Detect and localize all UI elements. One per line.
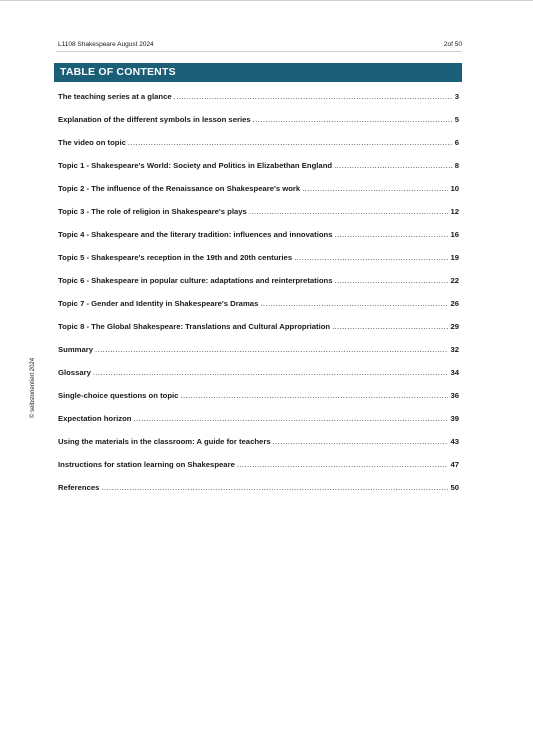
- toc-dot-leader: [253, 115, 453, 124]
- toc-entry[interactable]: [58, 391, 459, 414]
- toc-dot-leader: [95, 345, 448, 354]
- toc-entry-title: Summary: [58, 345, 94, 354]
- toc-entry-title: References: [58, 483, 100, 492]
- toc-entry-title: Topic 3 - The role of religion in Shakespeare's plays: [58, 207, 247, 216]
- toc-entry-title: The video on topic: [58, 138, 126, 147]
- toc-entry[interactable]: [58, 92, 459, 115]
- toc-entry-title: Instructions for station learning on Shakespeare: [58, 460, 235, 469]
- toc-entry-title: Expectation horizon: [58, 414, 132, 423]
- toc-entry[interactable]: [58, 138, 459, 161]
- toc-entry-page: 5: [454, 115, 459, 124]
- toc-entry-page: 39: [450, 414, 459, 423]
- toc-entry[interactable]: [58, 276, 459, 299]
- toc-entry-page: 36: [450, 391, 459, 400]
- toc-entry[interactable]: [58, 115, 459, 138]
- toc-entry[interactable]: [58, 414, 459, 437]
- toc-entry[interactable]: [58, 207, 459, 230]
- toc-dot-leader: [93, 368, 449, 377]
- toc-dot-leader: [294, 253, 448, 262]
- toc-entry-title: Topic 7 - Gender and Identity in Shakespeare's Dramas: [58, 299, 259, 308]
- toc-entry-page: 43: [450, 437, 459, 446]
- toc-entry-page: 26: [450, 299, 459, 308]
- toc-entry[interactable]: [58, 345, 459, 368]
- toc-entry-page: 12: [450, 207, 459, 216]
- toc-entry-page: 34: [450, 368, 459, 377]
- toc-entry-page: 50: [450, 483, 459, 492]
- toc-entry-page: 22: [450, 276, 459, 285]
- toc-entry[interactable]: [58, 460, 459, 483]
- toc-dot-leader: [260, 299, 448, 308]
- copyright-note: © selbstorientiert 2024: [30, 357, 36, 418]
- toc-entry[interactable]: [58, 230, 459, 253]
- toc-entry-title: Topic 1 - Shakespeare's World: Society and Politics in Elizabethan England: [58, 161, 333, 170]
- toc-entry[interactable]: [58, 184, 459, 207]
- toc-entry-page: 6: [454, 138, 459, 147]
- toc-entry-page: 8: [454, 161, 459, 170]
- toc-dot-leader: [101, 483, 448, 492]
- toc-entry[interactable]: [58, 437, 459, 460]
- top-border: [0, 0, 533, 1]
- toc-entry-page: 10: [450, 184, 459, 193]
- toc-dot-leader: [334, 161, 453, 170]
- toc-entry[interactable]: [58, 253, 459, 276]
- toc-entry-title: The teaching series at a glance: [58, 92, 172, 101]
- toc-dot-leader: [249, 207, 449, 216]
- toc-entry-title: Topic 6 - Shakespeare in popular culture: adaptations and reinterpretations: [58, 276, 333, 285]
- toc-entry-title: Explanation of the different symbols in lesson series: [58, 115, 251, 124]
- toc-dot-leader: [180, 391, 448, 400]
- toc-dot-leader: [302, 184, 448, 193]
- toc-dot-leader: [335, 230, 449, 239]
- toc-entry[interactable]: [58, 322, 459, 345]
- toc-dot-leader: [128, 138, 453, 147]
- toc-entry-title: Topic 8 - The Global Shakespeare: Translations and Cultural Appropriation: [58, 322, 331, 331]
- toc-dot-leader: [273, 437, 449, 446]
- toc-entry-page: 16: [450, 230, 459, 239]
- toc-entry[interactable]: [58, 368, 459, 391]
- toc-dot-leader: [174, 92, 453, 101]
- toc-dot-leader: [335, 276, 449, 285]
- toc-heading: TABLE OF CONTENTS: [54, 63, 462, 82]
- header-divider: [56, 51, 462, 52]
- toc-entry-title: Single-choice questions on topic: [58, 391, 179, 400]
- toc-entry-title: Topic 5 - Shakespeare's reception in the 19th and 20th centuries: [58, 253, 293, 262]
- toc-entry-title: Using the materials in the classroom: A guide for teachers: [58, 437, 271, 446]
- toc-dot-leader: [237, 460, 449, 469]
- toc-entry-page: 29: [450, 322, 459, 331]
- toc-entry-page: 3: [454, 92, 459, 101]
- toc-entry[interactable]: [58, 161, 459, 184]
- toc-entry-page: 19: [450, 253, 459, 262]
- toc-entry-title: Glossary: [58, 368, 91, 377]
- toc-entry-title: Topic 2 - The influence of the Renaissance on Shakespeare's work: [58, 184, 301, 193]
- toc-dot-leader: [133, 414, 448, 423]
- toc-entry[interactable]: [58, 483, 459, 506]
- toc-entry-title: Topic 4 - Shakespeare and the literary tradition: influences and innovations: [58, 230, 333, 239]
- toc-list: [58, 92, 459, 506]
- toc-entry-page: 32: [450, 345, 459, 354]
- toc-dot-leader: [332, 322, 448, 331]
- toc-entry[interactable]: [58, 299, 459, 322]
- document-label: L1108 Shakespeare August 2024: [58, 41, 154, 48]
- toc-entry-page: 47: [450, 460, 459, 469]
- page-number: 2of 50: [443, 41, 462, 48]
